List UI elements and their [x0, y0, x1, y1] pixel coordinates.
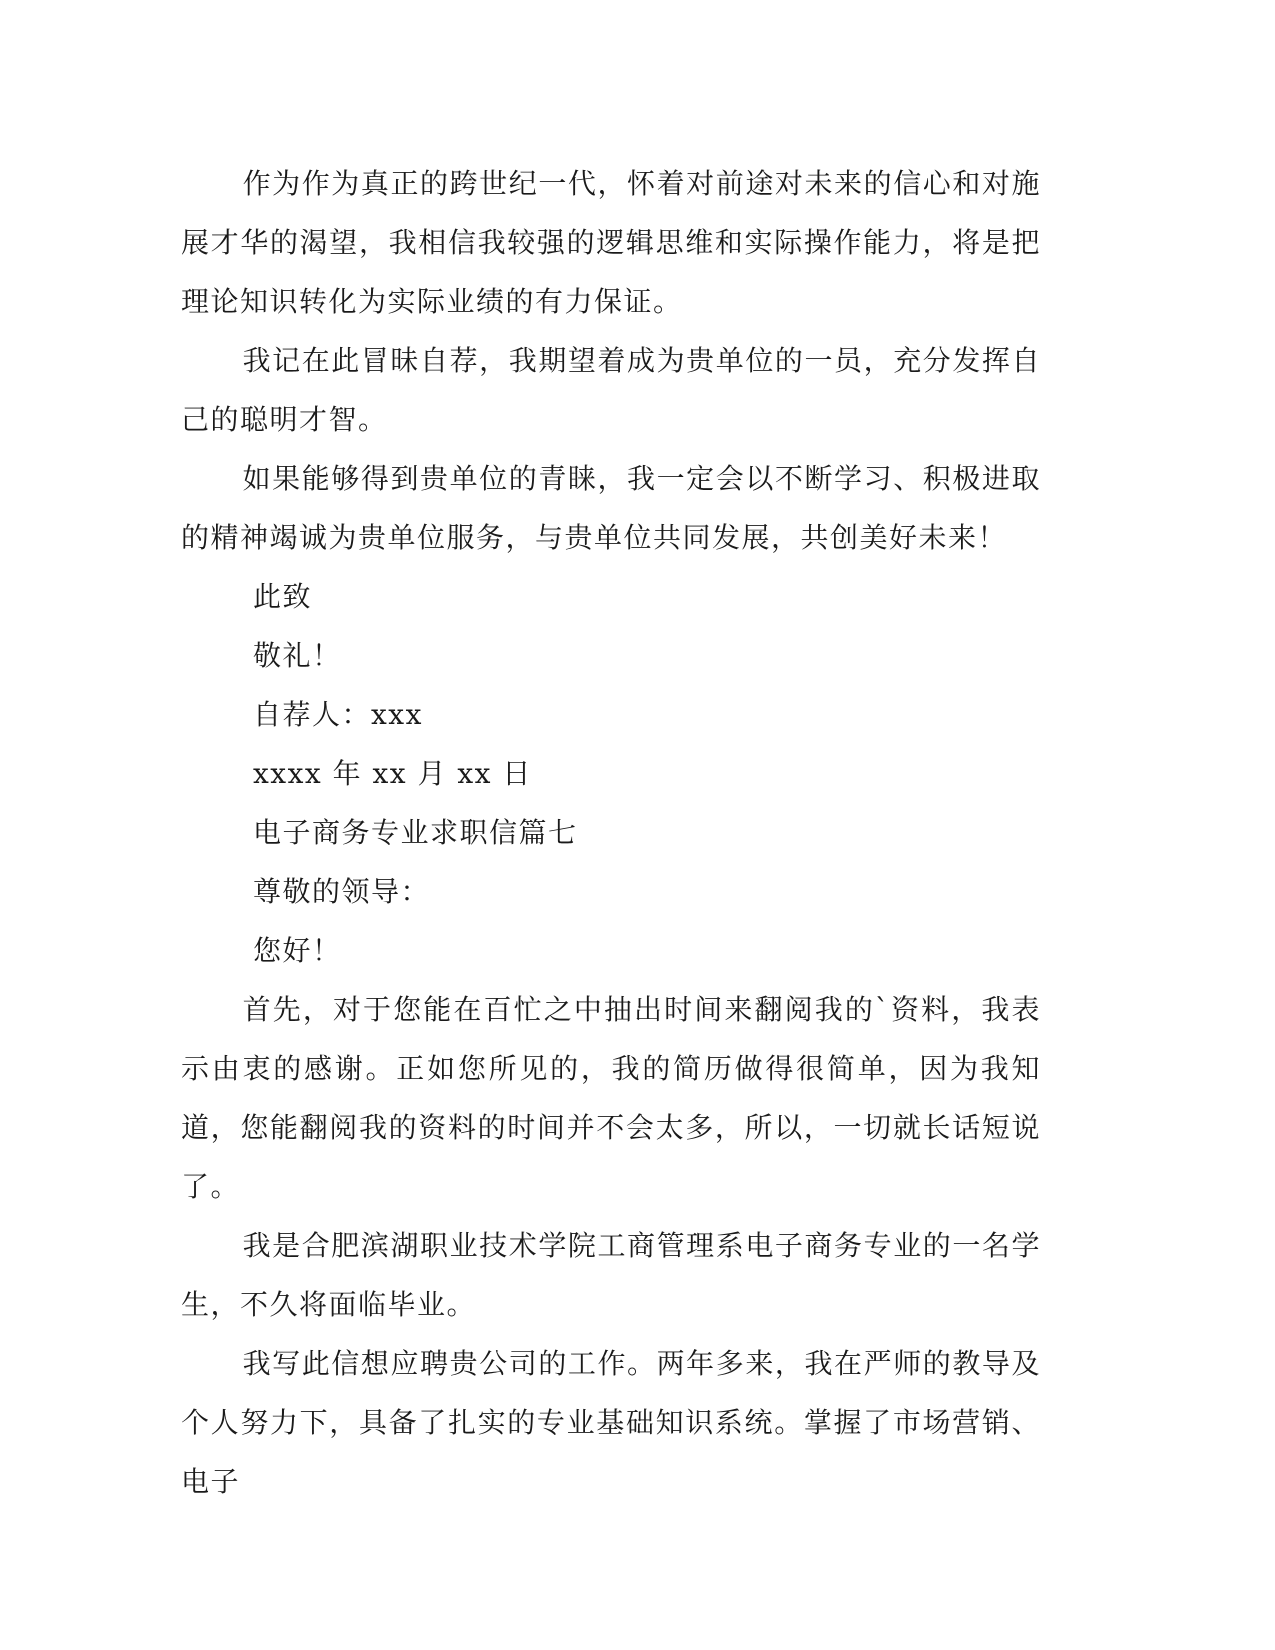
- greeting-line: 尊敬的领导：: [253, 875, 431, 908]
- paragraph-commitment: 如果能够得到贵单位的青睐，我一定会以不断学习、积极进取的精神竭诚为贵单位服务，与贵单位共同发展，共创美好未来！: [181, 462, 1041, 554]
- closing-line: 此致: [253, 580, 313, 613]
- paragraph-confidence: 作为作为真正的跨世纪一代，怀着对前途对未来的信心和对施展才华的渴望，我相信我较强的逻辑思维和实际操作能力，将是把理论知识转化为实际业绩的有力保证。: [181, 167, 1041, 318]
- letter-body: [181, 154, 1041, 1511]
- date-line: xxxx 年 xx 月 xx 日: [253, 757, 532, 790]
- paragraph-self-recommend: 我记在此冒昧自荐，我期望着成为贵单位的一员，充分发挥自己的聪明才智。: [181, 344, 1041, 436]
- paragraph-thanks: 首先，对于您能在百忙之中抽出时间来翻阅我的`资料，我表示由衷的感谢。正如您所见的，我的简历做得很简单，因为我知道，您能翻阅我的资料的时间并不会太多，所以，一切就长话短说了。: [181, 993, 1041, 1203]
- signature-line: 自荐人：xxx: [253, 698, 423, 731]
- paragraph-application: 我写此信想应聘贵公司的工作。两年多来，我在严师的教导及个人努力下，具备了扎实的专业基础知识系统。掌握了市场营销、电子: [181, 1347, 1041, 1498]
- section-title: 电子商务专业求职信篇七: [253, 816, 578, 849]
- paragraph-student-intro: 我是合肥滨湖职业技术学院工商管理系电子商务专业的一名学生，不久将面临毕业。: [181, 1229, 1041, 1321]
- hello-line: 您好！: [253, 934, 342, 967]
- salute-line: 敬礼！: [253, 639, 342, 672]
